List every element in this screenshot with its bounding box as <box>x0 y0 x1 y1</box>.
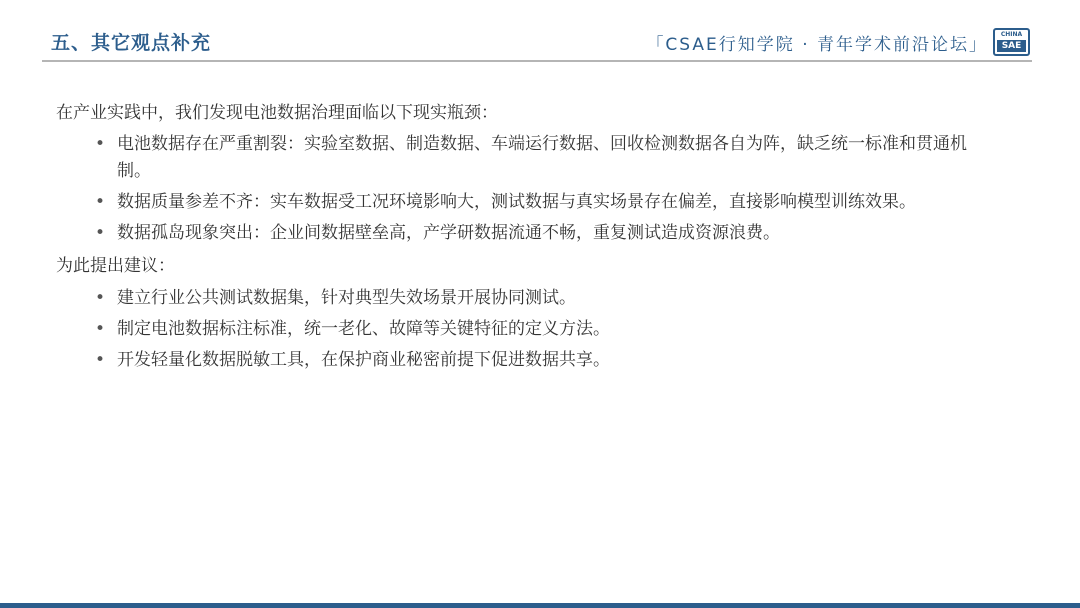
bullet-icon: • <box>95 192 106 212</box>
slide-body <box>56 98 996 378</box>
page-title: 五、其它观点补充 <box>51 32 212 54</box>
csae-logo <box>993 28 1030 56</box>
footer-bar <box>0 603 1080 608</box>
suggestion-text: 开发轻量化数据脱敏工具，在保护商业秘密前提下促进数据共享。 <box>117 350 610 370</box>
bullet-icon: • <box>95 223 106 243</box>
forum-label: 「CSAE行知学院 · 青年学术前沿论坛」 <box>646 35 988 55</box>
challenge-list <box>56 131 996 247</box>
bullet-icon: • <box>95 134 106 154</box>
slide-header <box>42 22 1038 62</box>
list-item <box>95 220 996 247</box>
suggestion-list <box>56 285 996 374</box>
list-item <box>95 131 996 185</box>
suggestion-text: 建立行业公共测试数据集，针对典型失效场景开展协同测试。 <box>117 288 576 308</box>
challenge-text: 数据质量参差不齐：实车数据受工况环境影响大，测试数据与真实场景存在偏差，直接影响模型训练效果。 <box>117 192 916 212</box>
suggestion-text: 制定电池数据标注标准，统一老化、故障等关键特征的定义方法。 <box>117 319 610 339</box>
list-item <box>95 347 996 374</box>
suggestion-intro: 为此提出建议： <box>56 256 175 276</box>
bullet-icon: • <box>95 319 106 339</box>
bullet-icon: • <box>95 350 106 370</box>
challenge-text: 数据孤岛现象突出：企业间数据壁垒高，产学研数据流通不畅，重复测试造成资源浪费。 <box>117 223 780 243</box>
intro-text: 在产业实践中，我们发现电池数据治理面临以下现实瓶颈： <box>56 103 498 123</box>
header-divider <box>42 60 1032 62</box>
challenge-text: 电池数据存在严重割裂：实验室数据、制造数据、车端运行数据、回收检测数据各自为阵，缺乏统一标准和贯通机制。 <box>117 134 967 181</box>
logo-text-bottom: SAE <box>997 40 1026 52</box>
bullet-icon: • <box>95 288 106 308</box>
list-item <box>95 189 996 216</box>
list-item <box>95 285 996 312</box>
logo-text-top: CHINA <box>1000 31 1023 38</box>
list-item <box>95 316 996 343</box>
